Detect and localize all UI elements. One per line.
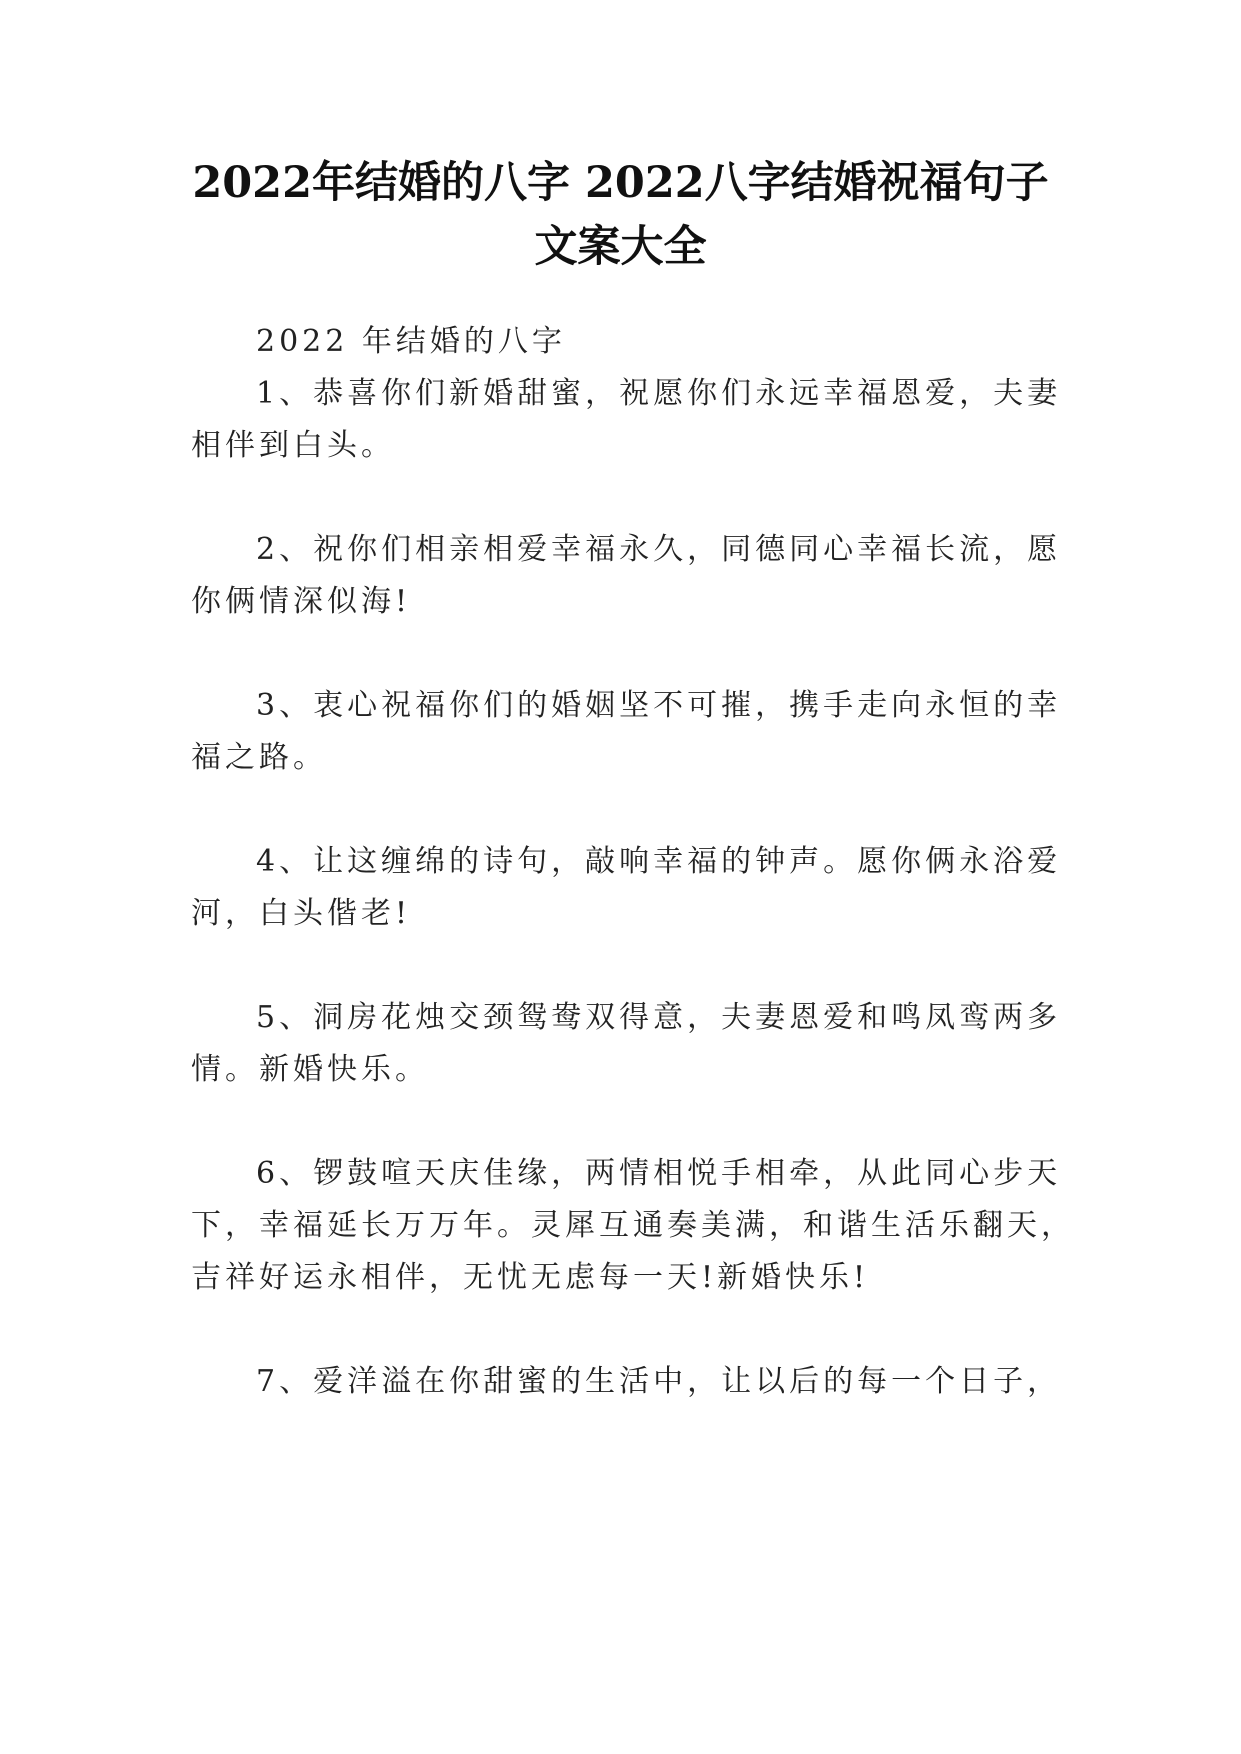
paragraph-6-line-1: 6、锣鼓喧天庆佳缘，两情相悦手相牵，从此同心步天 [256,1156,1062,1191]
paragraph-2-line-2: 你俩情深似海! [191,584,412,619]
paragraph-1-line-2: 相伴到白头。 [191,428,395,463]
paragraph-3-line-2: 福之路。 [191,740,327,775]
paragraph-4-line-1: 4、让这缠绵的诗句，敲响幸福的钟声。愿你俩永浴爱 [256,844,1062,879]
document-title-line-2: 文案大全 [534,222,707,272]
section-heading: 2022 年结婚的八字 [256,324,566,359]
document-title-line-1: 2022年结婚的八字 2022八字结婚祝福句子 [192,158,1049,208]
paragraph-4-line-2: 河，白头偕老! [191,896,412,931]
paragraph-6-line-3: 吉祥好运永相伴，无忧无虑每一天!新婚快乐! [191,1260,870,1295]
paragraph-7-line-1: 7、爱洋溢在你甜蜜的生活中，让以后的每一个日子， [256,1364,1062,1399]
paragraph-3-line-1: 3、衷心祝福你们的婚姻坚不可摧，携手走向永恒的幸 [256,688,1062,723]
paragraph-1-line-1: 1、恭喜你们新婚甜蜜，祝愿你们永远幸福恩爱，夫妻 [256,376,1062,411]
paragraph-5-line-1: 5、洞房花烛交颈鸳鸯双得意，夫妻恩爱和鸣凤鸾两多 [256,1000,1062,1035]
paragraph-2-line-1: 2、祝你们相亲相爱幸福永久，同德同心幸福长流，愿 [256,532,1062,567]
paragraph-6-line-2: 下，幸福延长万万年。灵犀互通奏美满，和谐生活乐翻天， [191,1208,1075,1243]
paragraph-5-line-2: 情。新婚快乐。 [191,1052,429,1087]
